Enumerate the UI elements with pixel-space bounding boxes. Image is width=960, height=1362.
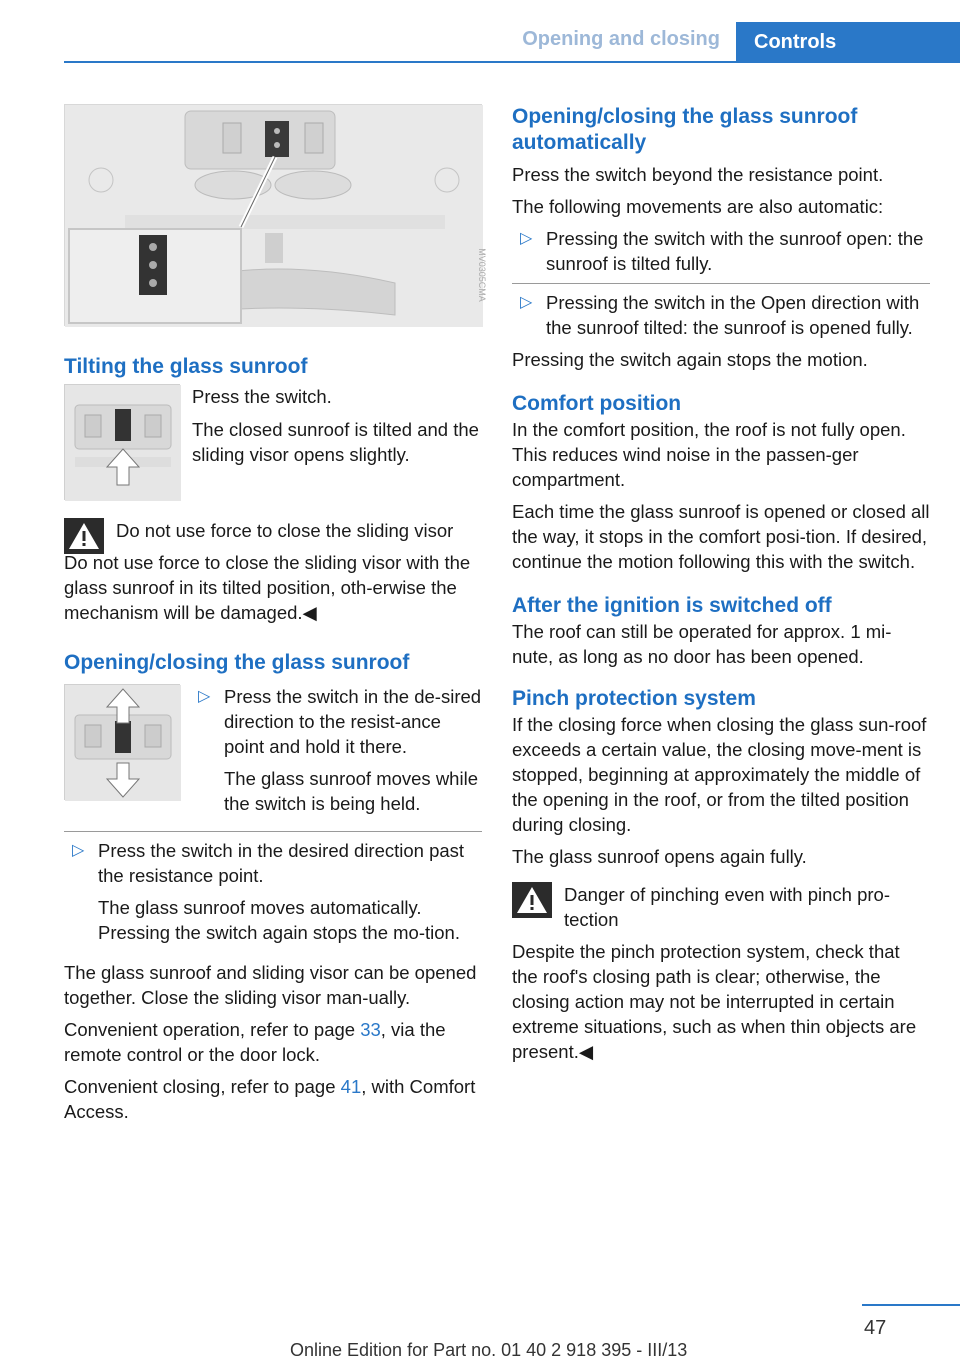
- automatic-p1: Press the switch beyond the resistance point.: [512, 164, 884, 185]
- heading-tilting: Tilting the glass sunroof: [64, 355, 308, 378]
- heading-comfort: Comfort position: [512, 392, 682, 415]
- list-item: [512, 283, 930, 340]
- warning-pinch-body: Despite the pinch protection system, check that the roof's closing path is clear; otherwise, the closing action may not be interrupted in certain extreme situations, such as when thin objects are present.◀: [512, 941, 917, 1062]
- list-item-subtext: The glass sunroof moves automatically. Pressing the switch again stops the mo-tion.: [98, 897, 460, 943]
- page-number: 47: [864, 1317, 887, 1339]
- overhead-console-figure: [64, 104, 487, 326]
- page-link-33[interactable]: 33: [360, 1019, 381, 1040]
- opening-list-a: [190, 684, 482, 823]
- opening-paragraph-closing: [64, 1074, 482, 1124]
- ignition-p1: The roof can still be operated for approx. 1 mi-nute, as long as no door has been opened.: [512, 621, 892, 667]
- edition-footer: Online Edition for Part no. 01 40 2 918 395 - III/13: [290, 1340, 688, 1360]
- ref-text: Convenient operation, refer to page: [64, 1019, 361, 1040]
- list-separator: [64, 831, 482, 832]
- switch-open-close-thumbnail: [64, 684, 180, 800]
- comfort-p1: In the comfort position, the roof is not fully open. This reduces wind noise in the passen-ger compartment.: [512, 419, 906, 490]
- ref-text: Convenient closing, refer to page: [64, 1076, 341, 1097]
- list-item: [512, 226, 930, 276]
- tilting-result: The closed sunroof is tilted and the sliding visor opens slightly.: [192, 419, 479, 465]
- tilting-instruction: Press the switch.: [192, 386, 332, 407]
- heading-ignition: After the ignition is switched off: [512, 594, 832, 617]
- ref-text: , with Comfort Access.: [64, 1076, 476, 1122]
- triangle-right-icon: ▷: [520, 294, 533, 311]
- opening-paragraph-operation: [64, 1017, 482, 1067]
- header-section-title: Opening and closing: [522, 28, 720, 50]
- comfort-p2: Each time the glass sunroof is opened or closed all the way, it stops in the comfort posi-tion. If desired, continue the motion following this with the switch.: [512, 501, 930, 572]
- list-item-text: Pressing the switch in the Open direction with the sunroof tilted: the sunroof is opened fully.: [546, 292, 920, 338]
- warning-visor-body: Do not use force to close the sliding visor with the glass sunroof in its tilted position, oth-erwise the mechanism will be damaged.◀: [64, 552, 471, 623]
- opening-paragraph-visor: The glass sunroof and sliding visor can be opened together. Close the sliding visor man-ually.: [64, 962, 477, 1008]
- list-item: [190, 684, 482, 816]
- page-link-41[interactable]: 41: [340, 1076, 362, 1097]
- footer-divider: [862, 1304, 960, 1306]
- automatic-p2: The following movements are also automatic:: [512, 196, 884, 217]
- list-item-text: Pressing the switch with the sunroof open: the sunroof is tilted fully.: [546, 228, 924, 274]
- heading-automatic: Opening/closing the glass sunroof automatically: [512, 105, 858, 154]
- right-column: [512, 104, 930, 1071]
- warning-pinch: [512, 882, 930, 1064]
- warning-visor-title: Do not use force to close the sliding visor: [116, 520, 454, 541]
- heading-pinch: Pinch protection system: [512, 687, 756, 710]
- heading-opening-closing: Opening/closing the glass sunroof: [64, 651, 410, 674]
- warning-pinch-title: Danger of pinching even with pinch pro-tection: [564, 884, 890, 930]
- triangle-right-icon: ▷: [520, 230, 533, 247]
- list-item-subtext: The glass sunroof moves while the switch is being held.: [224, 768, 478, 814]
- header-tab-label: Controls: [754, 31, 837, 53]
- pinch-p1: If the closing force when closing the glass sun-roof exceeds a certain value, the closing move-ment is stopped, beginning at approximately the middle of the opening in the roof, or from the tilted position during closing.: [512, 714, 927, 835]
- warning-triangle-icon: [64, 518, 104, 554]
- switch-tilt-thumbnail: [64, 384, 180, 500]
- list-item: [64, 838, 482, 945]
- left-column: [64, 104, 487, 1131]
- opening-list-b: [64, 838, 482, 945]
- header-divider: [64, 61, 960, 63]
- triangle-right-icon: ▷: [72, 842, 85, 859]
- figure-code: MV0305CMA: [477, 248, 487, 302]
- ref-text: , via the remote control or the door lock.: [64, 1019, 446, 1065]
- warning-triangle-icon: [512, 882, 552, 918]
- switch-open-close-illustration: [65, 685, 181, 801]
- automatic-p3: Pressing the switch again stops the motion.: [512, 349, 868, 370]
- automatic-list: [512, 226, 930, 340]
- overhead-console-illustration: [65, 105, 487, 327]
- list-item-text: Press the switch in the desired direction past the resistance point.: [98, 840, 465, 886]
- triangle-right-icon: ▷: [198, 688, 211, 705]
- header-tab-controls: [736, 22, 960, 62]
- page-header: [0, 0, 960, 64]
- list-item-text: Press the switch in the de-sired direction to the resist-ance point and hold it there.: [224, 686, 482, 757]
- pinch-p2: The glass sunroof opens again fully.: [512, 846, 807, 867]
- warning-visor: [64, 518, 482, 625]
- switch-tilt-illustration: [65, 385, 181, 501]
